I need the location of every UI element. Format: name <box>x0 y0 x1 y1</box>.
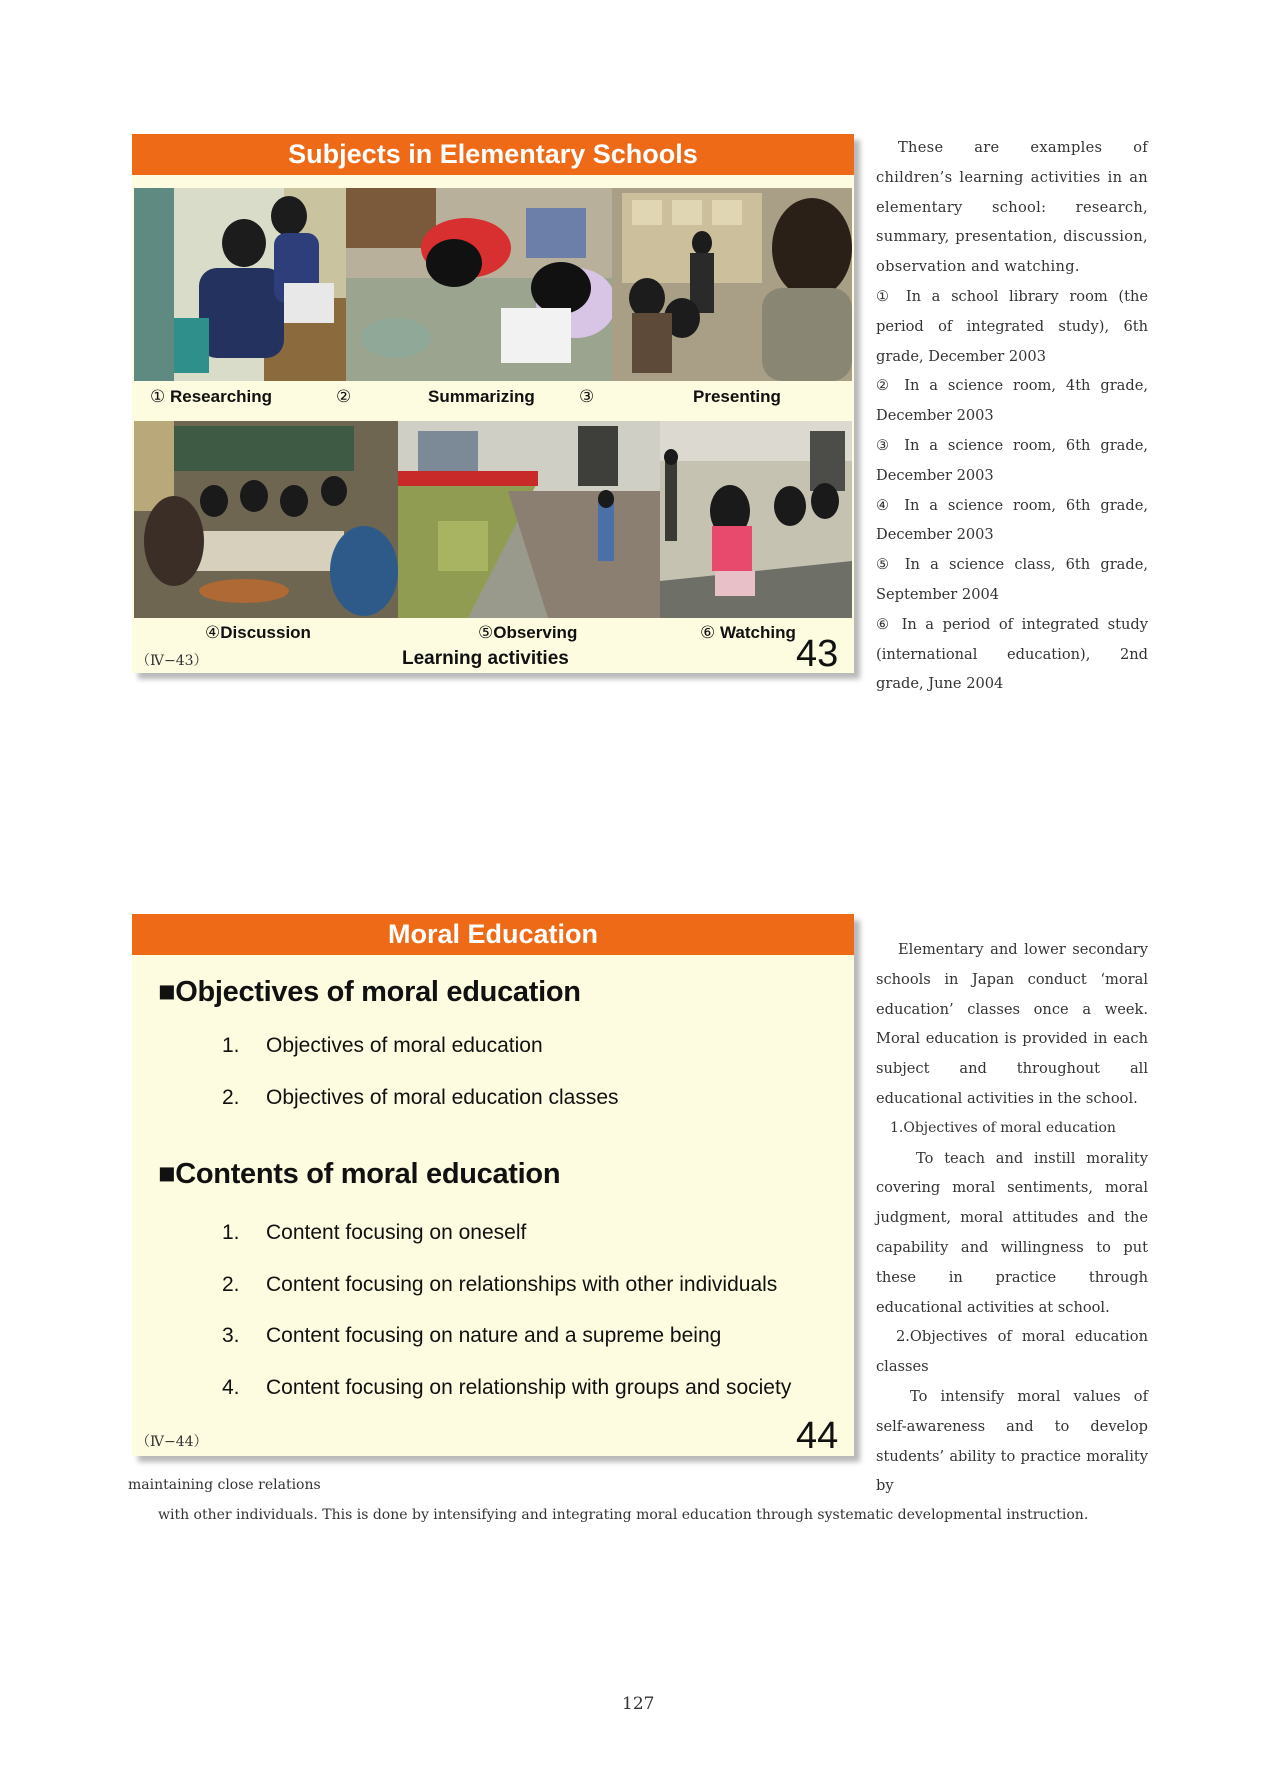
page-number: 127 <box>622 1694 655 1714</box>
slide-moral-education <box>132 914 854 1456</box>
caption-presenting: Presenting <box>693 387 781 406</box>
side-text-moral <box>876 935 1148 1501</box>
photo-presenting <box>612 188 852 381</box>
side-paragraph: Elementary and lower secondary schools in Japan conduct ‘moral education’ classes once a week. Moral education is provided in each subject and throughout all educational activities in the school. <box>876 941 1148 1107</box>
photo-watching <box>660 421 852 618</box>
side-paragraph: ③ In a science room, 6th grade, December 2003 <box>876 436 1148 484</box>
slide-number: 44 <box>796 1415 839 1457</box>
content-item: 4. Content focusing on relationship with groups and society <box>222 1376 792 1399</box>
photo-discussion <box>134 421 398 618</box>
side-paragraph: ④ In a science room, 6th grade, December 2003 <box>876 496 1148 544</box>
slide-ref: （Ⅳ−44） <box>136 1434 208 1450</box>
caption-researching: ① Researching <box>150 387 273 406</box>
photo-observing <box>398 421 660 618</box>
side-paragraph: To teach and instill morality covering moral sentiments, moral judgment, moral attitudes and the capability and willingness to put these in practice through educational activities at school. <box>876 1149 1148 1316</box>
content-item: 1. Content focusing on oneself <box>222 1221 527 1244</box>
side-paragraph: To intensify moral values of self-awareness and to develop students’ ability to practice morality by <box>876 1387 1148 1495</box>
caption-presenting-num: ③ <box>579 387 595 406</box>
slide-learning-activities <box>132 134 854 673</box>
photo-researching <box>134 188 346 381</box>
caption-summarizing: Summarizing <box>428 387 535 406</box>
caption-discussion: ④Discussion <box>205 623 311 642</box>
heading-contents: ■Contents of moral education <box>158 1158 561 1190</box>
side-paragraph: ① In a school library room (the period of integrated study), 6th grade, December 2003 <box>876 287 1148 365</box>
side-paragraph: ⑥ In a period of integrated study (international education), 2nd grade, June 2004 <box>876 615 1148 693</box>
slide-ref: （Ⅳ−43） <box>136 653 208 669</box>
side-paragraph: ⑤ In a science class, 6th grade, September 2004 <box>876 556 1148 603</box>
heading-objectives: ■Objectives of moral education <box>158 976 581 1008</box>
caption-watching: ⑥ Watching <box>700 623 796 642</box>
caption-summarizing-num: ② <box>336 387 352 406</box>
continuation-line-1: maintaining close relations <box>128 1477 321 1493</box>
content-item: 2. Content focusing on relationships with other individuals <box>222 1273 778 1296</box>
slide-title: Subjects in Elementary Schools <box>132 134 854 175</box>
side-text-learning <box>876 133 1148 699</box>
side-paragraph: These are examples of children’s learning activities in an elementary school: research, summary, presentation, discussion, observation and watching. <box>876 139 1148 276</box>
slide-footer-label: Learning activities <box>402 648 569 669</box>
continuation-line-2: with other individuals. This is done by intensifying and integrating moral education through systematic developmental instruction. <box>158 1507 1089 1523</box>
side-paragraph: ② In a science room, 4th grade, December 2003 <box>876 377 1148 425</box>
objective-item: 1. Objectives of moral education <box>222 1034 543 1057</box>
photo-summarizing <box>346 188 612 381</box>
side-subheading: 2.Objectives of moral education classes <box>876 1328 1148 1376</box>
side-subheading: 1.Objectives of moral education <box>890 1119 1116 1136</box>
objective-item: 2. Objectives of moral education classes <box>222 1086 619 1109</box>
slide-number: 43 <box>796 633 839 675</box>
caption-observing: ⑤Observing <box>478 623 578 642</box>
slide-title: Moral Education <box>132 914 854 955</box>
content-item: 3. Content focusing on nature and a supreme being <box>222 1324 722 1347</box>
